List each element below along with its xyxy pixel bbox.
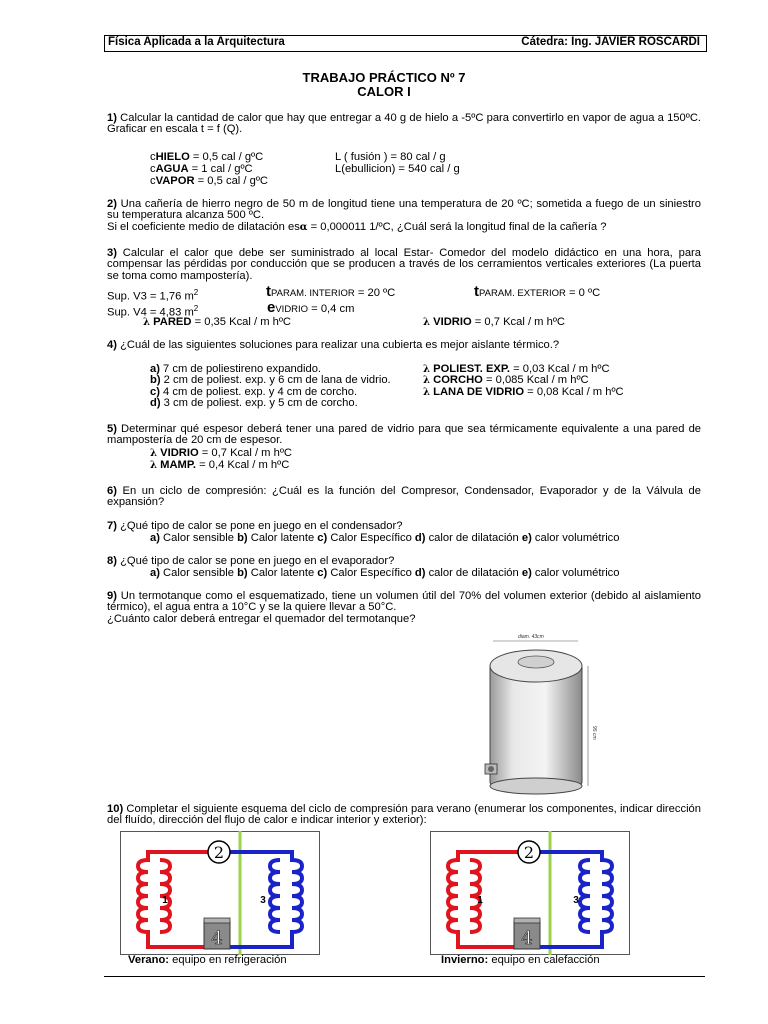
compressor-lid xyxy=(204,918,230,923)
diagram-summer xyxy=(120,831,320,955)
label-1: 1 xyxy=(162,895,168,906)
q3-sup-v4: Sup. V4 = 4,83 $m^2$ xyxy=(107,304,199,319)
q1-c-vapor: cVAPOR = 0,5 cal / gºC xyxy=(150,175,268,187)
q4-option-a: a) 7 cm de poliestireno expandido. xyxy=(150,363,322,375)
label-2: 2 xyxy=(523,843,535,862)
condenser-coil xyxy=(138,852,208,947)
q4-lambdas xyxy=(423,364,624,398)
question-2: 2) Una cañería de hierro negro de 50 m de longitud tiene una temperatura de 20 ºC; sometida a fuego de un siniestro su temperatura alcanza 500 ºC. Si el coeficiente medio de dilatación esα = 0,000011 1/ºC, ¿Cuál será la longitud final de la cañería ? xyxy=(107,198,702,233)
q1-l-fusion: L ( fusión ) = 80 cal / g xyxy=(335,151,446,163)
q3-lambda-vidrio: λ VIDRIO = 0,7 Kcal / m hºC xyxy=(423,316,565,328)
label-4: 4 xyxy=(521,928,533,949)
q5-lambda-mamp: λ MAMP. = 0,4 Kcal / m hºC xyxy=(150,459,290,471)
compressor-lid xyxy=(514,918,540,923)
question-10: 10) Completar el siguiente esquema del ciclo de compresión para verano (enumerar los componentes, indicar dirección del fluído, dirección del flujo de calor e indicar interior y exterior): xyxy=(107,803,701,827)
diameter-label: diam. 43cm xyxy=(518,634,544,640)
q4-option-b: b) 2 cm de poliest. exp. y 6 cm de lana de vidrio. xyxy=(150,374,391,387)
question-9: 9) Un termotanque como el esquematizado, tiene un volumen útil del 70% del volumen exterior (debido al aislamiento térmico), el agua entra a 10°C y se la quiere llevar a 50°C. ¿Cuánto calor deberá entregar el quemador del termotanque? xyxy=(107,590,701,625)
footer-rule xyxy=(104,976,705,977)
question-8: 8) ¿Qué tipo de calor se pone en juego en el evaporador? xyxy=(107,555,395,567)
q3-lambda-pared: λ PARED = 0,35 Kcal / m hºC xyxy=(143,316,292,328)
q4-lambda-lana: λ LANA DE VIDRIO = 0,08 Kcal / m hºC xyxy=(423,385,624,398)
question-3: 3) Calcular el calor que debe ser suministrado al local Estar- Comedor del modelo didáctico en una hora, para compensar las pérdidas por conducción que se producen a través de los cerramientos verticales exteriores (La puerta se toma como mampostería). xyxy=(107,247,701,282)
q3-e-vidrio: eVIDRIO = 0,4 cm xyxy=(267,299,355,316)
condenser-coil xyxy=(448,852,518,947)
question-5: 5) Determinar qué espesor deberá tener una pared de vidrio para que sea térmicamente equivalente a una pared de mampostería de 20 cm de espesor. xyxy=(107,423,702,447)
course-name: Física Aplicada a la Arquitectura xyxy=(108,36,285,48)
q4-lambda-poliest: λ POLIEST. EXP. = 0,03 Kcal / m hºC xyxy=(423,363,610,375)
q7-choices: a) Calor sensible b) Calor latente c) Calor Específico d) calor de dilatación e) calor volumétrico xyxy=(150,532,620,544)
caption-summer: Verano: equipo en refrigeración xyxy=(128,954,287,966)
water-heater-image xyxy=(478,626,608,802)
question-4: 4) ¿Cuál de las siguientes soluciones para realizar una cubierta es mejor aislante térmico.? xyxy=(107,339,560,351)
q1-c-agua: cAGUA = 1 cal / gºC xyxy=(150,163,253,175)
q3-t-exterior: tPARAM. EXTERIOR = 0 ºC xyxy=(474,283,601,300)
professor-name: Cátedra: Ing. JAVIER ROSCARDI xyxy=(521,36,700,48)
q4-lambda-corcho: λ CORCHO = 0,085 Kcal / m hºC xyxy=(423,374,589,387)
tank-cap xyxy=(518,656,554,668)
caption-winter: Invierno: equipo en calefacción xyxy=(441,954,600,966)
question-7: 7) ¿Qué tipo de calor se pone en juego en el condensador? xyxy=(107,520,403,532)
tank-bottom xyxy=(490,778,582,794)
question-6: 6) En un ciclo de compresión: ¿Cuál es la función del Compresor, Condensador, Evaporador y de la Válvula de expansión? xyxy=(107,485,702,509)
diagram-winter xyxy=(430,831,630,955)
q5-lambda-vidrio: λ VIDRIO = 0,7 Kcal / m hºC xyxy=(150,447,292,459)
page-header xyxy=(104,35,707,52)
height-label: 95 cm xyxy=(591,726,597,740)
q3-sup-v3: Sup. V3 = 1,76 $m^2$ xyxy=(107,288,199,303)
evaporator-coil-left xyxy=(580,860,590,932)
label-3: 3 xyxy=(260,895,266,906)
label-4: 4 xyxy=(211,928,223,949)
question-1: 1) Calcular la cantidad de calor que hay que entregar a 40 g de hielo a -5ºC para convertirlo en vapor de agua a 150ºC. Graficar en escala t = f (Q). xyxy=(107,112,702,136)
q4-option-c: c) 4 cm de poliest. exp. y 4 cm de corcho. xyxy=(150,385,358,398)
label-1: 1 xyxy=(477,895,483,906)
q4-option-d: d) 3 cm de poliest. exp. y 5 cm de corcho. xyxy=(150,397,358,410)
label-2: 2 xyxy=(213,843,225,862)
label-3: 3 xyxy=(573,895,579,906)
q3-t-interior: tPARAM. INTERIOR = 20 ºC xyxy=(266,283,396,300)
valve-knob xyxy=(488,766,494,772)
page-title: TRABAJO PRÁCTICO Nº 7 xyxy=(302,70,466,85)
q1-l-ebullicion: L(ebullicion) = 540 cal / g xyxy=(335,163,460,175)
q8-choices: a) Calor sensible b) Calor latente c) Calor Específico d) calor de dilatación e) calor volumétrico xyxy=(150,567,620,579)
evaporator-coil-left xyxy=(270,860,280,932)
q1-c-hielo: cHIELO = 0,5 cal / gºC xyxy=(150,151,264,163)
q4-options xyxy=(150,364,391,410)
page-subtitle: CALOR I xyxy=(357,84,411,99)
